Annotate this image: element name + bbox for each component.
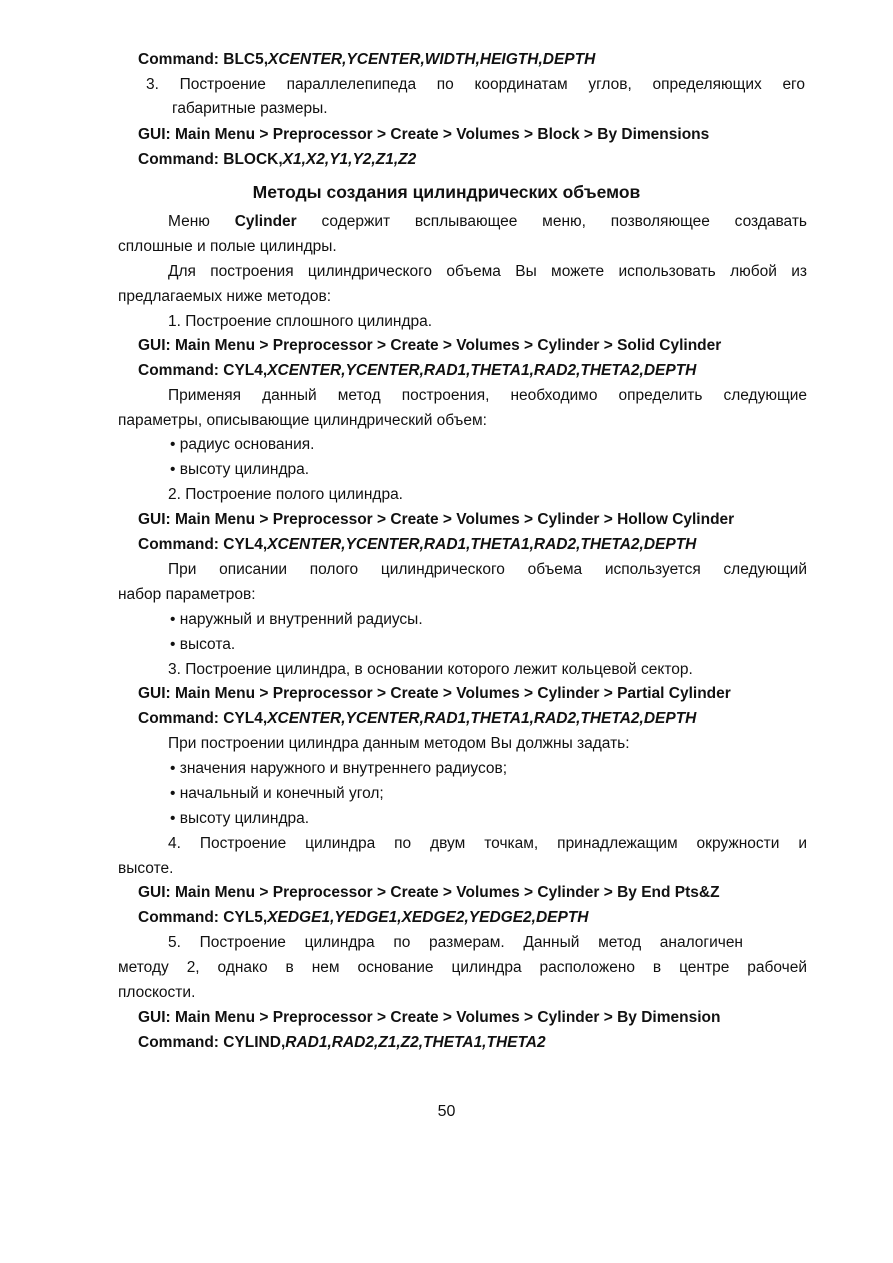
command-cyl5	[138, 908, 807, 928]
bullet-item: • начальный и конечный угол;	[170, 784, 807, 804]
list-item-1: 1. Построение сплошного цилиндра.	[168, 313, 433, 330]
command-cyl4-solid	[138, 361, 807, 381]
command-args: X1,X2,Y1,Y2,Z1,Z2	[282, 151, 417, 168]
list-item-3: 3. Построение цилиндра, в основании которого лежит кольцевой сектор.	[168, 661, 693, 678]
command-args: XCENTER,YCENTER,WIDTH,HEIGTH,DEPTH	[268, 51, 596, 68]
paragraph-line: При построении цилиндра данным методом Вы должны задать:	[168, 735, 630, 752]
text: Меню	[168, 213, 235, 230]
command-name: Command: BLOCK,	[138, 151, 283, 168]
paragraph-line: набор параметров:	[118, 586, 256, 603]
paragraph-line	[168, 212, 807, 232]
bullet-item: • радиус основания.	[170, 435, 807, 455]
bullet-item: • высота.	[170, 635, 807, 655]
list-item-4: 4. Построение цилиндра по двум точкам, принадлежащим окружности и	[168, 835, 807, 852]
gui-path-end-pts: GUI: Main Menu > Preprocessor > Create > Volumes > Cylinder > By End Pts&Z	[138, 884, 720, 901]
command-cyl4-hollow	[138, 535, 807, 555]
bullet-item: • высоту цилиндра.	[170, 460, 807, 480]
list-item-5-cont: плоскости.	[118, 984, 196, 1001]
gui-path-solid-cylinder: GUI: Main Menu > Preprocessor > Create > Volumes > Cylinder > Solid Cylinder	[138, 337, 722, 354]
paragraph-line: сплошные и полые цилиндры.	[118, 238, 337, 255]
text: содержит всплывающее меню, позволяющее создавать	[296, 213, 807, 230]
list-item-3-block: 3. Построение параллелепипеда по координатам углов, определяющих его	[146, 76, 805, 93]
command-name: Command: BLC5,	[138, 51, 269, 68]
paragraph-line: предлагаемых ниже методов:	[118, 288, 332, 305]
list-item-3-cont: габаритные размеры.	[172, 100, 328, 117]
command-args: XEDGE1,YEDGE1,XEDGE2,YEDGE2,DEPTH	[267, 909, 589, 926]
command-args: XCENTER,YCENTER,RAD1,THETA1,RAD2,THETA2,DEPTH	[267, 362, 697, 379]
command-name: Command: CYL4,	[138, 362, 268, 379]
command-args: RAD1,RAD2,Z1,Z2,THETA1,THETA2	[285, 1034, 546, 1051]
list-item-4-cont: высоте.	[118, 860, 174, 877]
list-item-2: 2. Построение полого цилиндра.	[168, 486, 403, 503]
bullet-item: • наружный и внутренний радиусы.	[170, 610, 807, 630]
gui-path-block: GUI: Main Menu > Preprocessor > Create > Volumes > Block > By Dimensions	[138, 126, 710, 143]
command-args: XCENTER,YCENTER,RAD1,THETA1,RAD2,THETA2,DEPTH	[267, 710, 697, 727]
gui-path-partial-cylinder: GUI: Main Menu > Preprocessor > Create > Volumes > Cylinder > Partial Cylinder	[138, 685, 731, 702]
command-name: Command: CYLIND,	[138, 1034, 286, 1051]
command-name: Command: CYL4,	[138, 710, 268, 727]
bullet-item: • значения наружного и внутреннего радиусов;	[170, 759, 807, 779]
gui-path-by-dimension: GUI: Main Menu > Preprocessor > Create > Volumes > Cylinder > By Dimension	[138, 1009, 721, 1026]
section-heading: Методы создания цилиндрических объемов	[252, 182, 641, 202]
command-name: Command: CYL5,	[138, 909, 268, 926]
list-item-5: 5. Построение цилиндра по размерам. Данный метод аналогичен	[168, 934, 743, 951]
command-blc5	[138, 50, 807, 70]
paragraph-line: параметры, описывающие цилиндрический объем:	[118, 412, 487, 429]
list-item-5-cont: методу 2, однако в нем основание цилиндра расположено в центре рабочей	[118, 959, 807, 976]
bullet-item: • высоту цилиндра.	[170, 809, 807, 829]
command-name: Command: CYL4,	[138, 536, 268, 553]
command-args: XCENTER,YCENTER,RAD1,THETA1,RAD2,THETA2,DEPTH	[267, 536, 697, 553]
paragraph-line: Для построения цилиндрического объема Вы можете использовать любой из	[168, 263, 807, 280]
command-cyl4-partial	[138, 709, 807, 729]
gui-path-hollow-cylinder: GUI: Main Menu > Preprocessor > Create > Volumes > Cylinder > Hollow Cylinder	[138, 511, 735, 528]
paragraph-line: При описании полого цилиндрического объема используется следующий	[168, 561, 807, 578]
menu-name: Cylinder	[234, 213, 297, 230]
command-cylind	[138, 1033, 807, 1053]
page-number: 50	[437, 1103, 456, 1120]
command-block	[138, 150, 807, 170]
paragraph-line: Применяя данный метод построения, необходимо определить следующие	[168, 387, 807, 404]
